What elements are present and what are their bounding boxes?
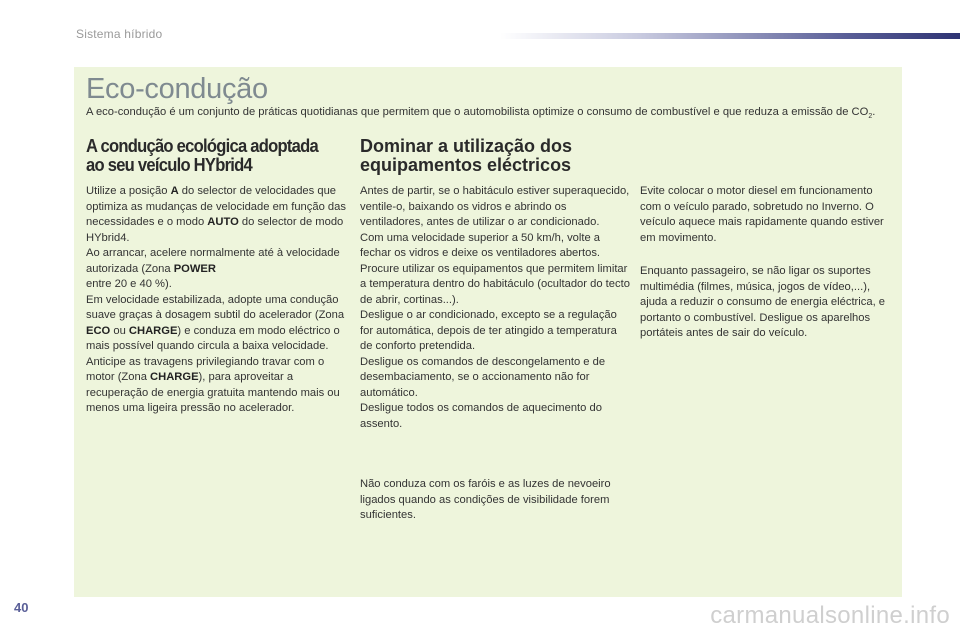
heading-electrical-equipment: Dominar a utilização dos equipamentos eléctricos: [360, 136, 573, 175]
page-title: Eco-condução: [86, 73, 268, 105]
right-column-upper: [640, 184, 895, 246]
watermark: carmanualsonline.info: [710, 602, 950, 629]
middle-paragraph-2: Com uma velocidade superior a 50 km/h, volte a fechar os vidros e deixe os ventiladores abertos.: [360, 231, 601, 259]
co2-subscript: 2: [868, 113, 873, 121]
page-number: 40: [14, 600, 29, 615]
middle-paragraph-5: Desligue os comandos de descongelamento e de desembaciamento, se o accionamento não for automático.: [360, 355, 606, 399]
middle-paragraph-1: Antes de partir, se o habitáculo estiver superaquecido, ventile-o, baixando os vidros e abrindo os ventiladores, antes de utilizar o ar condicionado.: [360, 185, 630, 228]
right-paragraph-2: Enquanto passageiro, se não ligar os suportes multimédia (filmes, música, jogos de vídeo,...), ajuda a reduzir o consumo de energia eléctrica, e portanto o combustível. Desligue os aparelhos portáteis antes de sair do veículo.: [640, 265, 886, 339]
middle-column: [360, 184, 630, 432]
heading-eco-driving: A condução ecológica adoptada ao seu veículo HYbrid4: [86, 136, 319, 175]
left-paragraph-2: Ao arrancar, acelere normalmente até à velocidade autorizada (Zona POWER entre 20 e 40 %).: [86, 247, 340, 290]
left-column: [86, 184, 351, 417]
middle-paragraph-7: Não conduza com os faróis e as luzes de nevoeiro ligados quando as condições de visibilidade forem suficientes.: [360, 478, 611, 521]
right-column-lower: [640, 264, 895, 342]
middle-paragraph-4: Desligue o ar condicionado, excepto se a regulação for automática, depois de ter atingido a temperatura de conforto pretendida.: [360, 309, 617, 352]
middle-column-lower: [360, 477, 620, 524]
left-paragraph-1: Utilize a posição A do selector de velocidades que optimiza as mudanças de velocidade em função das necessidades e o modo AUTO do selector de modo HYbrid4.: [86, 185, 346, 244]
intro-paragraph: A eco-condução é um conjunto de práticas quotidianas que permitem que o automobilista optimize o consumo de combustível e que reduza a emissão de $CO_2$.: [86, 106, 876, 121]
section-label: Sistema híbrido: [76, 27, 163, 41]
middle-paragraph-3: Procure utilizar os equipamentos que permitem limitar a temperatura dentro do habitáculo (ocultador do tecto de abrir, cortinas...).: [360, 262, 630, 306]
right-paragraph-1: Evite colocar o motor diesel em funcionamento com o veículo parado, sobretudo no Inverno. O veículo aquece mais rapidamente quando estiver em movimento.: [640, 185, 884, 244]
left-paragraph-4: Anticipe as travagens privilegiando travar com o motor (Zona CHARGE), para aproveitar a recuperação de energia gratuita mantendo mais ou menos uma ligeira pressão no acelerador.: [86, 355, 340, 414]
left-paragraph-3: Em velocidade estabilizada, adopte uma condução suave graças à dosagem subtil do acelerador (Zona ECO ou CHARGE) e conduza em modo eléctrico o mais possível quando circula a baixa velocidade.: [86, 293, 345, 352]
header-gradient-bar: [500, 33, 960, 39]
middle-paragraph-6: Desligue todos os comandos de aquecimento do assento.: [360, 402, 602, 430]
